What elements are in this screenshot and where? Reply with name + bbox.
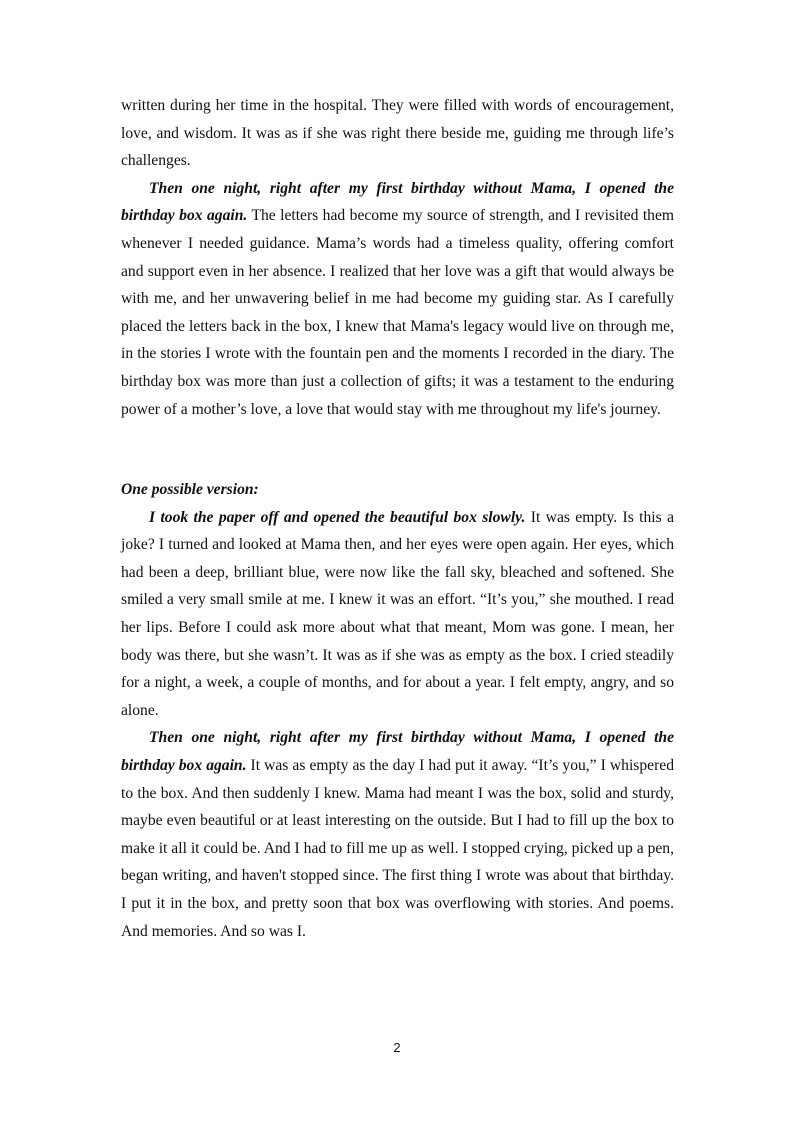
paragraph: [121, 504, 674, 725]
paragraph: [121, 175, 674, 423]
given-opening-sentence: I took the paper off and opened the beautiful box slowly.: [149, 508, 526, 526]
essay-continuation: [121, 92, 674, 423]
page-number: 2: [393, 1040, 401, 1055]
sample-version: [121, 476, 674, 945]
paragraph-body: The letters had become my source of strength, and I revisited them whenever I needed guidance. Mama’s words had a timeless quality, offering comfort and support even in her absence. I realized that her love was a gift that would always be with me, and her unwavering belief in me had become my guiding star. As I carefully placed the letters back in the box, I knew that Mama's legacy would live on through me, in the stories I wrote with the fountain pen and the moments I recorded in the diary. The birthday box was more than just a collection of gifts; it was a testament to the enduring power of a mother’s love, a love that would stay with me throughout my life's journey.: [121, 207, 674, 418]
paragraph-body: It was empty. Is this a joke? I turned and looked at Mama then, and her eyes were open again. Her eyes, which had been a deep, brilliant blue, were now like the fall sky, bleached and softened. She smiled a very small smile at me. I knew it was an effort. “It’s you,” she mouthed. I read her lips. Before I could ask more about what that meant, Mom was gone. I mean, her body was there, but she wasn’t. It was as if she was as empty as the box. I cried steadily for a night, a week, a couple of months, and for about a year. I felt empty, angry, and so alone.: [121, 508, 674, 719]
paragraph: written during her time in the hospital. They were filled with words of encouragement, love, and wisdom. It was as if she was right there beside me, guiding me through life’s challenges.: [121, 97, 674, 170]
given-opening-sentence: Then one night, right after my first birthday without Mama, I opened the birthday box again.: [121, 179, 674, 225]
paragraph-body: It was as empty as the day I had put it away. “It’s you,” I whispered to the box. And then suddenly I knew. Mama had meant I was the box, solid and sturdy, maybe even beautiful or at least interesting on the outside. But I had to fill up the box to make it all it could be. And I had to fill me up as well. I stopped crying, picked up a pen, began writing, and haven't stopped since. The first thing I wrote was about that birthday. I put it in the box, and pretty soon that box was overflowing with stories. And poems. And memories. And so was I.: [121, 756, 674, 940]
given-opening-sentence: Then one night, right after my first birthday without Mama, I opened the birthday box again.: [121, 729, 674, 774]
section-heading: One possible version:: [121, 481, 259, 498]
paragraph: [121, 724, 674, 945]
